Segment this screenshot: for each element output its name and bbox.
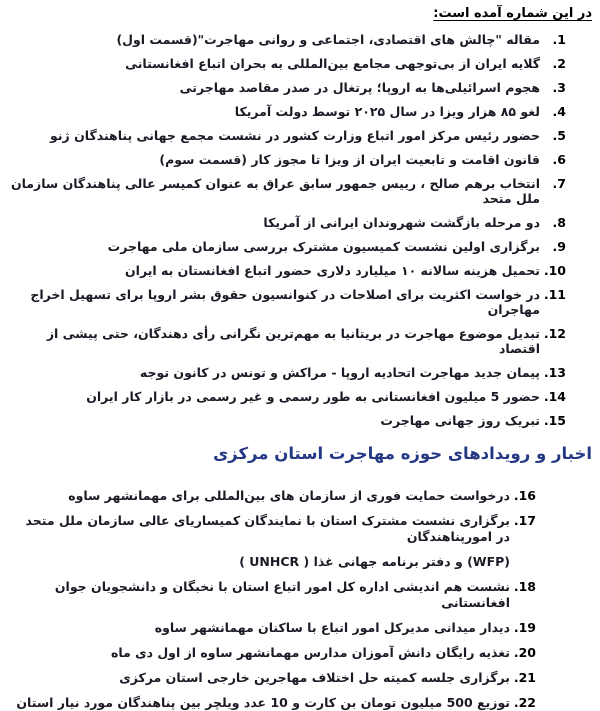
item-text: هجوم اسرائیلی‌ها به اروپا؛ پرتغال در صدر مقاصد مهاجرتی: [179, 80, 540, 95]
item-text: مقاله "چالش های اقتصادی، اجتماعی و روانی مهاجرت"(قسمت اول): [116, 32, 540, 47]
item-text: درخواست حمایت فوری از سازمان های بین‌المللی برای مهمانشهر ساوه: [68, 488, 510, 503]
item-number: 7.: [552, 176, 566, 191]
section-heading-markazi-news: اخبار و رویدادهای حوزه مهاجرت استان مرکزی: [213, 444, 592, 463]
item-text: برگزاری اولین نشست کمیسیون مشترک بررسی سازمان ملی مهاجرت: [107, 239, 540, 254]
news-list: [8, 488, 592, 711]
item-text-line2: ( UNHCR ) و دفتر برنامه جهانی غذا (WFP): [239, 554, 510, 569]
item-text: لغو ۸۵ هزار ویزا در سال ۲۰۲۵ توسط دولت آمریکا: [234, 104, 540, 119]
toc-item: [8, 56, 566, 71]
item-number: 19.: [513, 620, 536, 635]
item-number: 18.: [513, 579, 536, 594]
item-number: 3.: [552, 80, 566, 95]
toc-item: [8, 263, 566, 278]
item-number: 13.: [543, 365, 566, 380]
toc-item: [8, 413, 566, 428]
toc-item: [8, 215, 566, 230]
toc-item: [8, 389, 566, 404]
item-text: تحمیل هزینه سالانه ۱۰ میلیارد دلاری حضور اتباع افغانستان به ایران: [124, 263, 540, 278]
item-number: 5.: [552, 128, 566, 143]
item-text: توزیع 500 میلیون تومان بن کارت و 10 عدد ویلچر بین پناهندگان مورد نیار استان: [16, 695, 510, 710]
item-number: 4.: [552, 104, 566, 119]
item-text: قانون اقامت و تابعیت ایران از ویزا تا مجوز کار (قسمت سوم): [159, 152, 540, 167]
toc-item: [8, 326, 566, 356]
item-text: دو مرحله بازگشت شهروندان ایرانی از آمریکا: [263, 215, 540, 230]
toc-item: [8, 287, 566, 317]
item-number: 8.: [552, 215, 566, 230]
item-text: پیمان جدید مهاجرت اتحادیه اروپا - مراکش و تونس در کانون توجه: [139, 365, 540, 380]
item-number: 21.: [513, 670, 536, 685]
toc-heading: در این شماره آمده است:: [433, 6, 592, 21]
toc-item: [8, 152, 566, 167]
item-number: 1.: [552, 32, 566, 47]
toc-item: [8, 176, 566, 206]
item-text: گلایه ایران از بی‌توجهی مجامع بین‌المللی به بحران اتباع افغانستانی: [125, 56, 540, 71]
item-number: 6.: [552, 152, 566, 167]
item-number: 16.: [513, 488, 536, 503]
item-number: 11.: [543, 287, 566, 302]
news-item: [8, 695, 536, 711]
item-number: 15.: [543, 413, 566, 428]
item-number: 17.: [513, 513, 536, 528]
item-text: در خواست اکثریت برای اصلاحات در کنوانسیون حقوق بشر اروپا برای تسهیل اخراج مهاجران: [30, 287, 540, 317]
item-text: تغذیه رایگان دانش آموزان مدارس مهمانشهر ساوه از اول دی ماه: [110, 645, 510, 660]
item-number: 12.: [543, 326, 566, 341]
item-text: نشست هم اندیشی اداره کل امور اتباع استان با نخبگان و دانشجویان جوان افغانستانی: [54, 579, 510, 610]
toc-item: [8, 365, 566, 380]
news-item: [8, 513, 536, 570]
item-text: دیدار میدانی مدیرکل امور اتباع با ساکنان مهمانشهر ساوه: [154, 620, 510, 635]
item-number: 20.: [513, 645, 536, 660]
item-number: 9.: [552, 239, 566, 254]
item-text: تبدیل موضوع مهاجرت در بریتانیا به مهم‌ترین نگرانی رأی دهندگان، حتی پیشی از اقتصاد: [46, 326, 540, 356]
news-item: [8, 670, 536, 686]
item-text: برگزاری نشست مشترک استان با نمایندگان کمیساریای عالی سازمان ملل متحد در امورپناهندگان ( UNHCR ) و دفتر برنامه جهانی غذا (WFP): [8, 513, 510, 570]
news-item: [8, 645, 536, 661]
toc-item: [8, 128, 566, 143]
item-text: حضور 5 میلیون افغانستانی به طور رسمی و غیر رسمی در بازار کار ایران: [86, 389, 540, 404]
toc-item: [8, 80, 566, 95]
item-number: 10.: [543, 263, 566, 278]
toc-item: [8, 104, 566, 119]
toc-item: [8, 239, 566, 254]
item-text: حضور رئیس مرکز امور اتباع وزارت کشور در نشست مجمع جهانی پناهندگان ژنو: [50, 128, 540, 143]
toc-list: [8, 32, 592, 428]
item-text: برگزاری جلسه کمیته حل اختلاف مهاجرین خارجی استان مرکزی: [119, 670, 510, 685]
news-item: [8, 579, 536, 611]
item-text: انتخاب برهم صالح ، رییس جمهور سابق عراق به عنوان کمیسر عالی پناهندگان سازمان ملل متحد: [10, 176, 540, 206]
news-item: [8, 620, 536, 636]
item-number: 14.: [543, 389, 566, 404]
item-number: 22.: [513, 695, 536, 710]
item-text: تبریک روز جهانی مهاجرت: [380, 413, 540, 428]
item-number: 2.: [552, 56, 566, 71]
toc-item: [8, 32, 566, 47]
news-item: [8, 488, 536, 504]
